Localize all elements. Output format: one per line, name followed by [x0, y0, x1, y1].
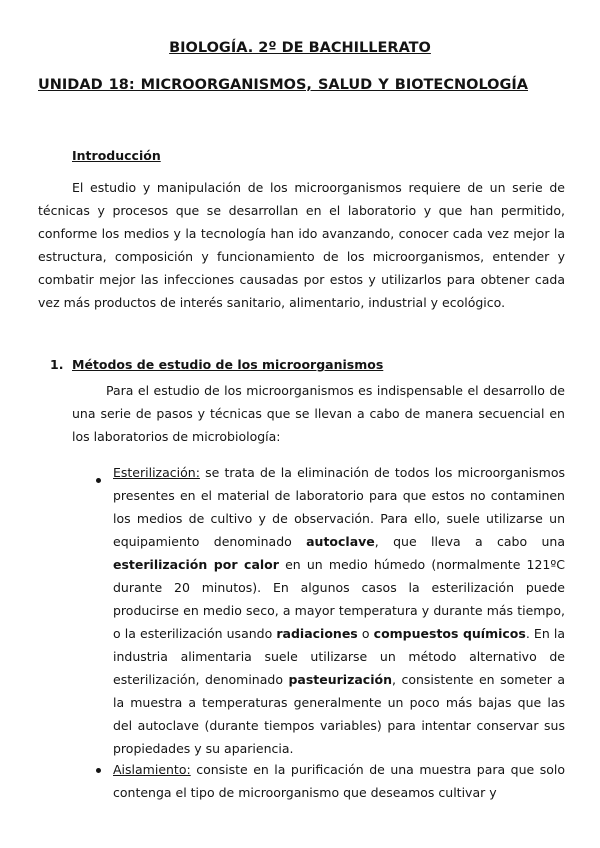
- item-text: , que lleva a cabo una: [374, 534, 565, 549]
- list-item-sterilization: [113, 461, 565, 760]
- intro-paragraph: El estudio y manipulación de los microorganismos requiere de un serie de técnicas y procesos que se desarrollan en el laboratorio y que han permitido, conforme los medios y la tecnología han ido avanzando, conocer cada vez mejor la estructura, composición y funcionamiento de los microorganismos, entender y combatir mejor las infecciones causadas por estos y utilizarlos para obtener cada vez más productos de interés sanitario, alimentario, industrial y ecológico.: [38, 180, 565, 310]
- intro-heading: Introducción: [72, 148, 161, 163]
- item-text: , consistente en someter a la muestra a temperaturas generalmente un poco más bajas que las del autoclave (durante tiempos variables) para intentar conservar sus propiedades y su apariencia.: [113, 672, 566, 756]
- bullet-icon: [96, 478, 101, 483]
- section-number: 1.: [50, 357, 64, 372]
- item-bold-text: pasteurización: [288, 672, 392, 687]
- item-bold-text: autoclave: [306, 534, 375, 549]
- section-heading: Métodos de estudio de los microorganismos: [72, 357, 384, 372]
- item-term: Aislamiento:: [113, 762, 191, 777]
- section-paragraph: Para el estudio de los microorganismos es indispensable el desarrollo de una serie de pasos y técnicas que se llevan a cabo de manera secuencial en los laboratorios de microbiología:: [72, 383, 565, 444]
- item-text: . En la industria alimentaria suele utilizarse un método alternativo de esterilización, denominado: [113, 626, 566, 687]
- unit-title: UNIDAD 18: MICROORGANISMOS, SALUD Y BIOTECNOLOGÍA: [38, 77, 529, 93]
- item-text: consiste en la purificación de una muestra para que solo contenga el tipo de microorganismo que deseamos cultivar y: [113, 762, 565, 800]
- list-item-isolation: [113, 758, 565, 804]
- item-text: en un medio húmedo (normalmente 121ºC durante 20 minutos). En algunos casos la esterilización puede producirse en medio seco, a mayor temperatura y durante más tiempo, o la esterilización usando: [113, 557, 565, 641]
- item-term: Esterilización:: [113, 465, 200, 480]
- document-title: BIOLOGÍA. 2º DE BACHILLERATO: [169, 40, 431, 56]
- item-bold-text: compuestos químicos: [373, 626, 526, 641]
- item-text: o: [357, 626, 374, 641]
- bullet-icon: [96, 768, 101, 773]
- item-text: se trata de la eliminación de todos los microorganismos presentes en el material de laboratorio para que estos no contaminen los medios de cultivo y de observación. Para ello, suele utilizarse un equipamiento denominado: [113, 465, 565, 549]
- item-bold-text: radiaciones: [276, 626, 358, 641]
- item-bold-text: esterilización por calor: [113, 557, 279, 572]
